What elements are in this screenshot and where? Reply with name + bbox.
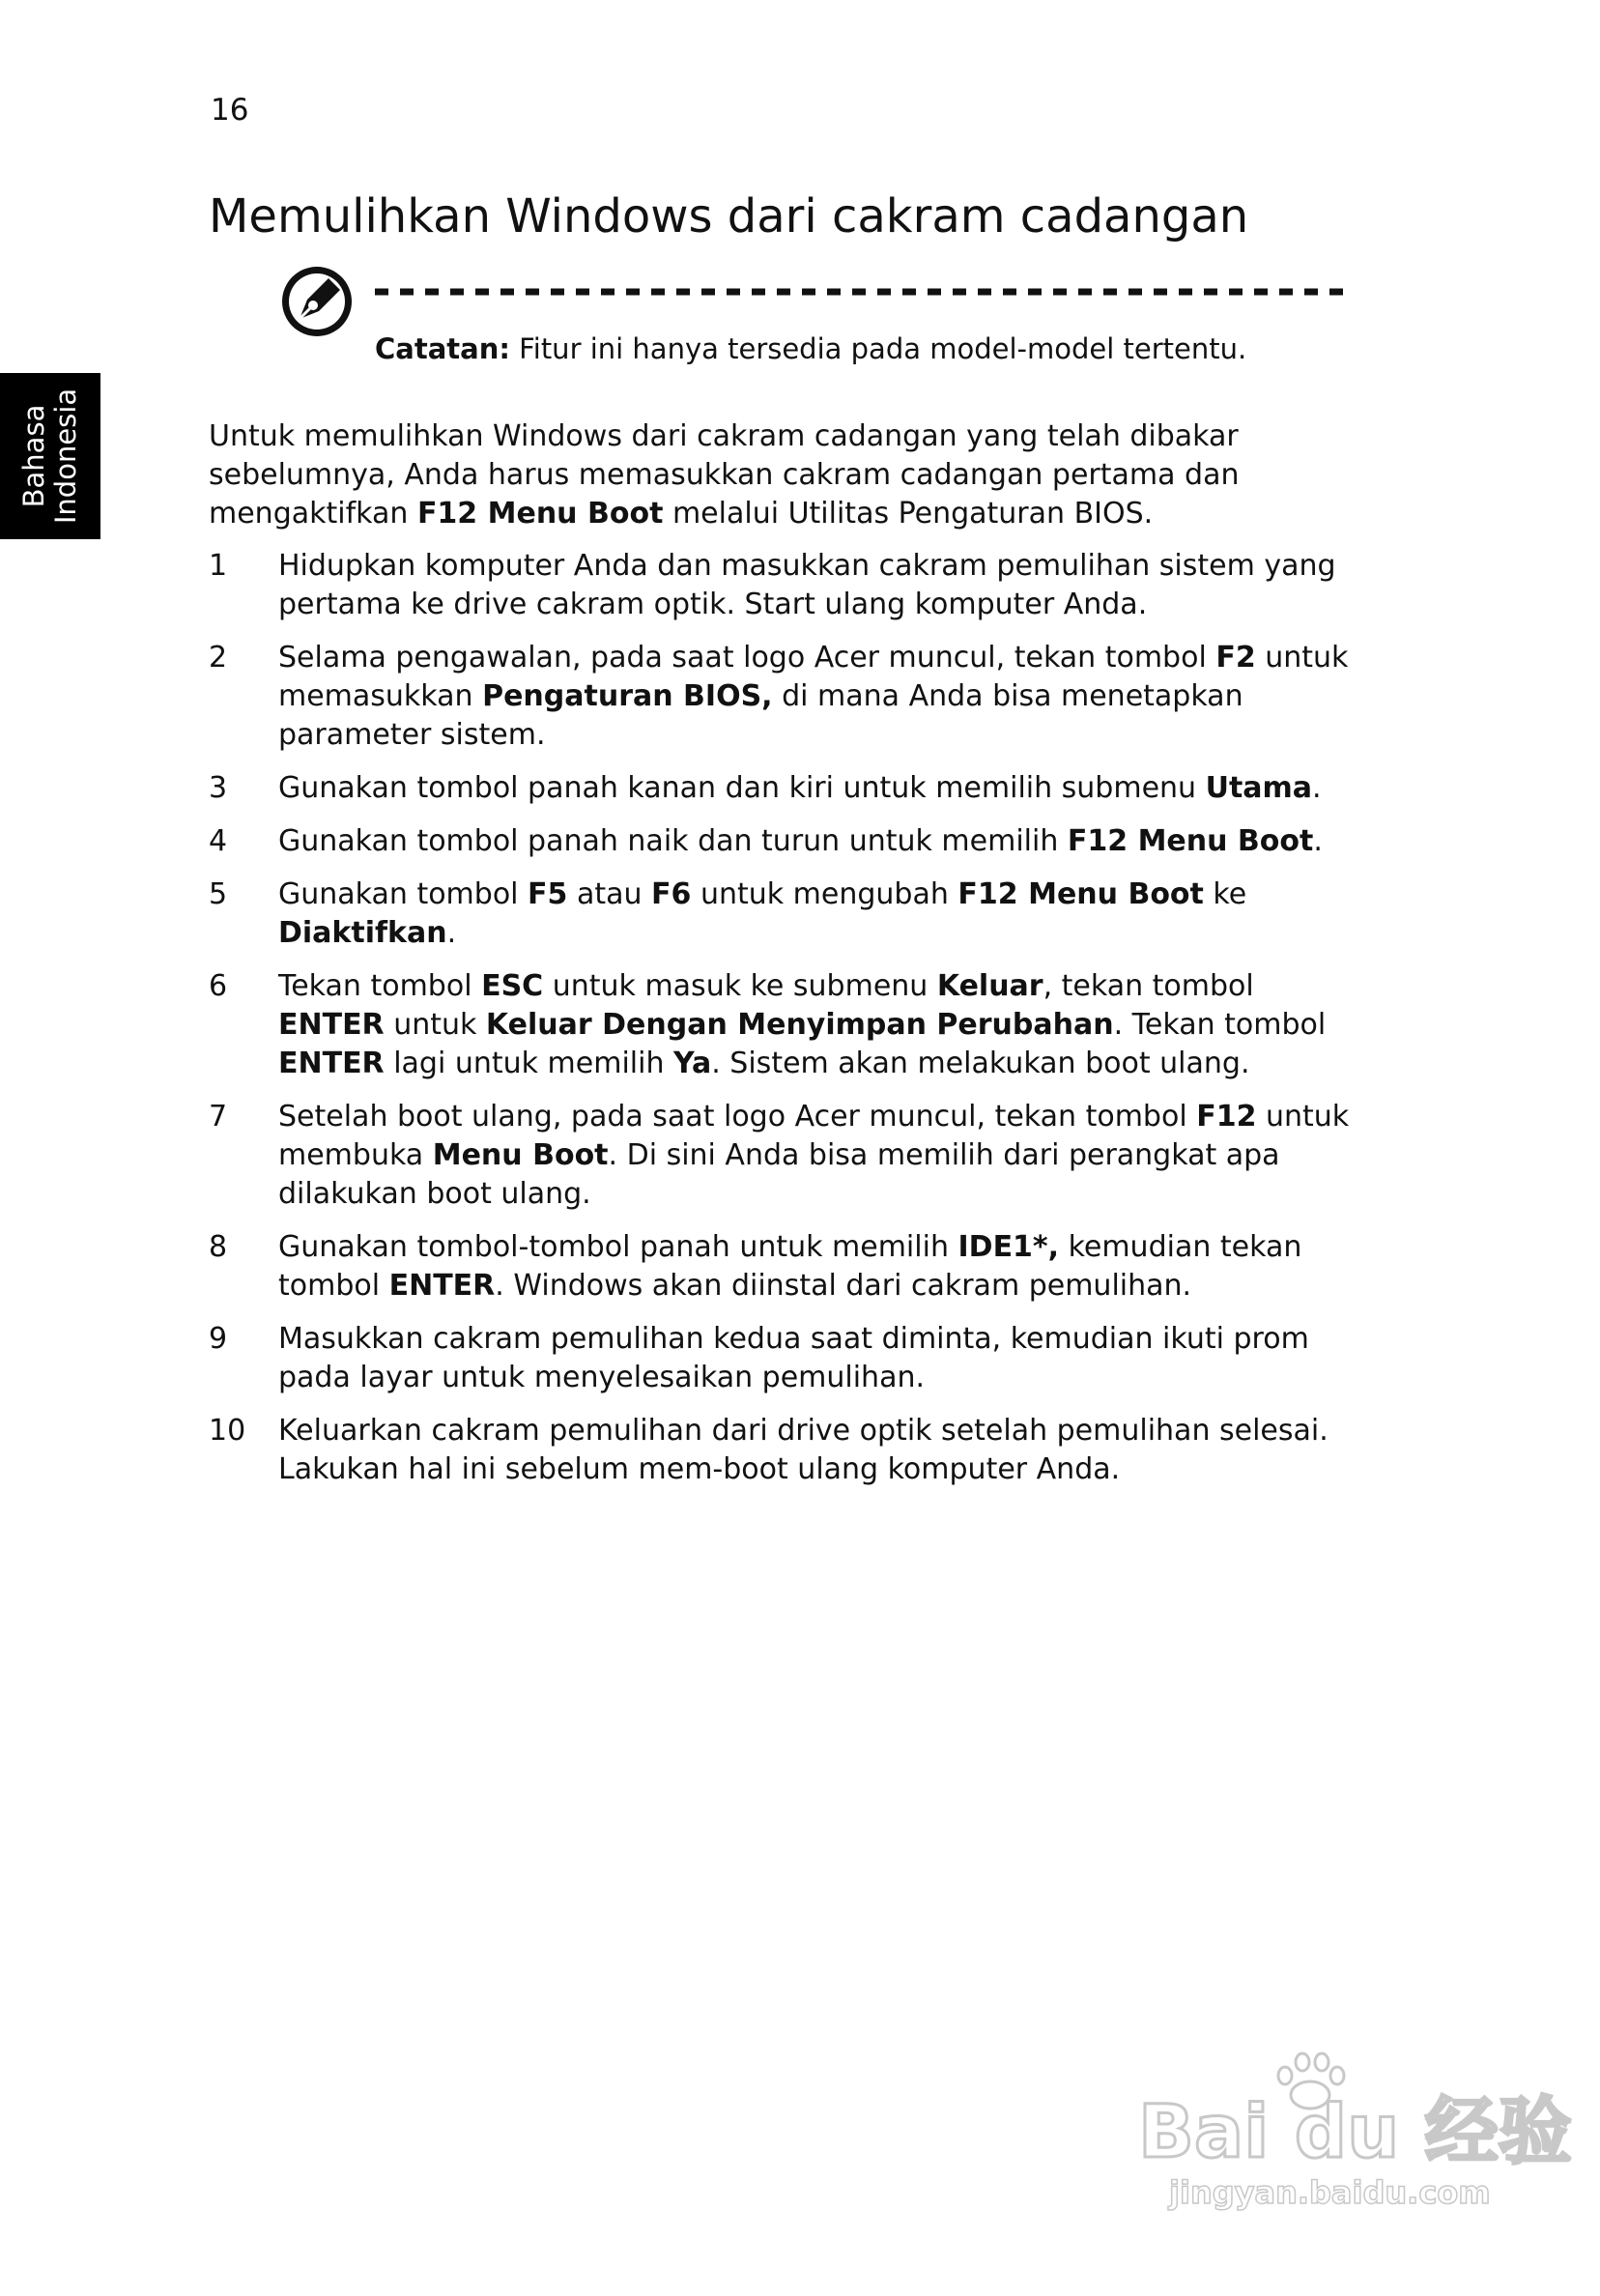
watermark-url: jingyan.baidu.com	[1169, 2174, 1491, 2211]
step-bold: Keluar	[936, 969, 1043, 1003]
step-text: .	[446, 916, 457, 950]
side-tab-text	[18, 388, 82, 524]
step-bold: F12 Menu Boot	[957, 877, 1204, 911]
step-text: lagi untuk memilih	[384, 1047, 674, 1080]
step-number: 6	[209, 969, 228, 1003]
step-bold: F5	[528, 877, 568, 911]
step-list	[209, 547, 1358, 1504]
step-text: , tekan tombol	[1043, 969, 1254, 1003]
step-text: untuk masuk ke submenu	[543, 969, 937, 1003]
step-text: Gunakan tombol-tombol panah untuk memilih	[278, 1230, 958, 1264]
note-pen-icon	[278, 263, 356, 340]
list-item	[209, 769, 1358, 808]
step-text: ke	[1203, 877, 1247, 911]
step-bold: ESC	[481, 969, 544, 1003]
side-language-tab	[0, 373, 100, 539]
step-number: 5	[209, 877, 228, 911]
page-title: Memulihkan Windows dari cakram cadangan	[209, 189, 1249, 244]
list-item	[209, 639, 1358, 755]
intro-paragraph	[209, 417, 1368, 533]
side-tab-line1: Bahasa	[17, 404, 50, 508]
note	[375, 332, 1246, 365]
step-bold: Utama	[1205, 771, 1313, 805]
note-label: Catatan:	[375, 332, 510, 365]
step-bold: F12	[1196, 1100, 1257, 1134]
list-item	[209, 822, 1358, 861]
step-bold: F12 Menu Boot	[1067, 824, 1314, 858]
step-number: 4	[209, 824, 228, 858]
step-text: .	[1313, 824, 1323, 858]
step-text: Masukkan cakram pemulihan kedua saat diminta, kemudian ikuti prom pada layar untuk menyelesaikan pemulihan.	[278, 1322, 1309, 1394]
baidu-watermark	[1130, 2049, 1572, 2213]
intro-bold-1: F12 Menu Boot	[416, 497, 664, 531]
step-bold: F2	[1215, 641, 1256, 674]
note-divider	[375, 288, 1351, 296]
watermark-brand: Bai du 经验	[1138, 2088, 1572, 2174]
list-item	[209, 967, 1358, 1083]
step-text: Keluarkan cakram pemulihan dari drive optik setelah pemulihan selesai. Lakukan hal ini sebelum mem-boot ulang komputer Anda.	[278, 1414, 1329, 1486]
step-text: Hidupkan komputer Anda dan masukkan cakram pemulihan sistem yang pertama ke drive cakram optik. Start ulang komputer Anda.	[278, 549, 1336, 621]
step-text: Setelah boot ulang, pada saat logo Acer muncul, tekan tombol	[278, 1100, 1197, 1134]
step-bold: ENTER	[278, 1047, 385, 1080]
step-bold: Keluar Dengan Menyimpan Perubahan	[485, 1008, 1114, 1042]
step-bold: Pengaturan BIOS,	[482, 679, 773, 713]
step-text: untuk mengubah	[691, 877, 958, 911]
list-item	[209, 1098, 1358, 1214]
step-text: untuk memasukkan	[278, 641, 1349, 713]
step-number: 1	[209, 549, 228, 583]
step-text: . Sistem akan melakukan boot ulang.	[711, 1047, 1250, 1080]
step-text: kemudian tekan tombol	[278, 1230, 1302, 1303]
step-bold: ENTER	[278, 1008, 385, 1042]
step-text: . Windows akan diinstal dari cakram pemulihan.	[495, 1269, 1192, 1303]
step-text: untuk	[384, 1008, 486, 1042]
step-text: untuk membuka	[278, 1100, 1350, 1172]
list-item	[209, 875, 1358, 953]
step-text: Tekan tombol	[278, 969, 482, 1003]
page-number: 16	[211, 93, 249, 128]
list-item	[209, 1228, 1358, 1306]
step-text: .	[1312, 771, 1322, 805]
step-number: 8	[209, 1230, 228, 1264]
step-number: 7	[209, 1100, 228, 1134]
step-text: Gunakan tombol panah kanan dan kiri untuk memilih submenu	[278, 771, 1206, 805]
step-text: atau	[567, 877, 652, 911]
step-bold: Diaktifkan	[278, 916, 447, 950]
step-text: Selama pengawalan, pada saat logo Acer muncul, tekan tombol	[278, 641, 1216, 674]
list-item	[209, 1412, 1358, 1489]
step-text: . Di sini Anda bisa memilih dari perangkat apa dilakukan boot ulang.	[278, 1138, 1280, 1211]
list-item	[209, 1320, 1358, 1397]
step-bold: ENTER	[388, 1269, 496, 1303]
step-text: di mana Anda bisa menetapkan parameter sistem.	[278, 679, 1243, 752]
step-text: . Tekan tombol	[1113, 1008, 1327, 1042]
intro-text-1: Untuk memulihkan Windows dari cakram cadangan yang telah dibakar sebelumnya, Anda harus memasukkan cakram cadangan pertama dan mengaktifkan	[209, 419, 1240, 531]
step-number: 9	[209, 1322, 228, 1356]
step-bold: Menu Boot	[432, 1138, 609, 1172]
intro-text-2: melalui Utilitas Pengaturan BIOS.	[663, 497, 1154, 531]
step-bold: Ya	[673, 1047, 712, 1080]
list-item	[209, 547, 1358, 624]
step-bold: IDE1*,	[957, 1230, 1060, 1264]
step-text: Gunakan tombol	[278, 877, 529, 911]
side-tab-line2: Indonesia	[49, 387, 82, 525]
step-bold: F6	[651, 877, 692, 911]
step-number: 2	[209, 641, 228, 674]
step-text: Gunakan tombol panah naik dan turun untuk memilih	[278, 824, 1068, 858]
step-number: 3	[209, 771, 228, 805]
step-number: 10	[209, 1414, 246, 1448]
note-text: Fitur ini hanya tersedia pada model-model tertentu.	[509, 332, 1247, 365]
